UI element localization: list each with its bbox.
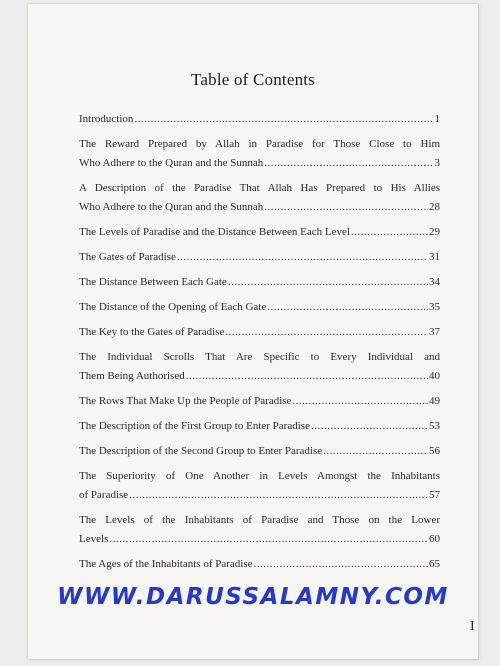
- toc-entry-text: The Reward Prepared by Allah in Paradise for Those Close to Him: [79, 138, 440, 150]
- dot-leader: [186, 367, 428, 386]
- toc-entry: [79, 273, 440, 292]
- toc-entry-text: Who Adhere to the Quran and the Sunnah: [79, 201, 264, 213]
- toc-entry-text: Introduction: [79, 113, 134, 125]
- toc-entry: [79, 511, 440, 549]
- dot-leader: [323, 442, 428, 461]
- toc-page-number: 31: [429, 251, 440, 263]
- toc-page-number: 57: [429, 489, 440, 501]
- toc-page-number: 53: [429, 420, 440, 432]
- toc-entry-row: [79, 110, 440, 129]
- toc-entry-row: [79, 530, 440, 549]
- toc-entry-row: [79, 154, 440, 173]
- toc-entry-row: [79, 367, 440, 386]
- toc-entry: [79, 467, 440, 505]
- dot-leader: [254, 555, 428, 574]
- toc-entry: [79, 298, 440, 317]
- toc-page-number: 49: [429, 395, 440, 407]
- toc-page-number: 28: [429, 201, 440, 213]
- toc-entry-text: Who Adhere to the Quran and the Sunnah: [79, 157, 264, 169]
- table-of-contents: [79, 110, 440, 580]
- toc-page-number: 65: [429, 558, 440, 570]
- toc-entry-text: The Description of the Second Group to Enter Paradise: [79, 445, 323, 457]
- book-page: [28, 4, 478, 659]
- toc-entry-row: [79, 392, 440, 411]
- toc-page-number: 40: [429, 370, 440, 382]
- dot-leader: [264, 154, 433, 173]
- toc-page-number: 3: [434, 157, 440, 169]
- toc-entry-text: The Rows That Make Up the People of Paradise: [79, 395, 292, 407]
- dot-leader: [129, 486, 428, 505]
- toc-entry-text: The Individual Scrolls That Are Specific to Every Individual and: [79, 351, 440, 363]
- toc-entry: [79, 110, 440, 129]
- dot-leader: [311, 417, 428, 436]
- dot-leader: [264, 198, 428, 217]
- toc-entry: [79, 348, 440, 386]
- toc-page-number: 35: [429, 301, 440, 313]
- toc-entry-text: The Distance of the Opening of Each Gate: [79, 301, 267, 313]
- page-number: I: [470, 619, 475, 634]
- dot-leader: [351, 223, 428, 242]
- toc-entry-text: The Superiority of One Another in Levels Amongst the Inhabitants: [79, 470, 440, 482]
- toc-page-number: 37: [429, 326, 440, 338]
- dot-leader: [228, 273, 428, 292]
- toc-entry-row: [79, 248, 440, 267]
- dot-leader: [109, 530, 428, 549]
- watermark: WWW.DARUSSALAMNY.COM: [57, 584, 449, 610]
- dot-leader: [225, 323, 428, 342]
- toc-entry-row: [79, 442, 440, 461]
- toc-entry-text: of Paradise: [79, 489, 129, 501]
- toc-entry-text: The Levels of Paradise and the Distance Between Each Level: [79, 226, 350, 238]
- toc-entry-row: [79, 198, 440, 217]
- toc-entry: [79, 179, 440, 217]
- toc-entry-text: The Levels of the Inhabitants of Paradise and Those on the Lower: [79, 514, 440, 526]
- toc-entry-text: The Distance Between Each Gate: [79, 276, 227, 288]
- toc-entry-row: [79, 417, 440, 436]
- toc-entry-row: [79, 555, 440, 574]
- toc-page-number: 60: [429, 533, 440, 545]
- toc-entry-text: A Description of the Paradise That Allah Has Prepared to His Allies: [79, 182, 440, 194]
- toc-page-number: 1: [434, 113, 440, 125]
- toc-entry-text: The Ages of the Inhabitants of Paradise: [79, 558, 253, 570]
- toc-entry-text: Levels: [79, 533, 109, 545]
- toc-entry-text: The Description of the First Group to Enter Paradise: [79, 420, 310, 432]
- toc-page-number: 56: [429, 445, 440, 457]
- toc-entry: [79, 555, 440, 574]
- toc-entry: [79, 392, 440, 411]
- dot-leader: [177, 248, 428, 267]
- dot-leader: [292, 392, 428, 411]
- dot-leader: [134, 110, 433, 129]
- dot-leader: [267, 298, 428, 317]
- toc-entry-row: [79, 273, 440, 292]
- toc-entry-row: [79, 323, 440, 342]
- toc-entry: [79, 323, 440, 342]
- toc-entry: [79, 223, 440, 242]
- toc-entry: [79, 417, 440, 436]
- toc-entry-text: The Gates of Paradise: [79, 251, 176, 263]
- toc-entry-text: The Key to the Gates of Paradise: [79, 326, 225, 338]
- toc-page-number: 29: [429, 226, 440, 238]
- toc-page-number: 34: [429, 276, 440, 288]
- toc-entry: [79, 248, 440, 267]
- toc-entry-row: [79, 486, 440, 505]
- page-title: Table of Contents: [190, 70, 316, 89]
- toc-entry-row: [79, 223, 440, 242]
- toc-entry-row: [79, 298, 440, 317]
- toc-entry-text: Them Being Authorised: [79, 370, 185, 382]
- toc-entry: [79, 135, 440, 173]
- toc-entry: [79, 442, 440, 461]
